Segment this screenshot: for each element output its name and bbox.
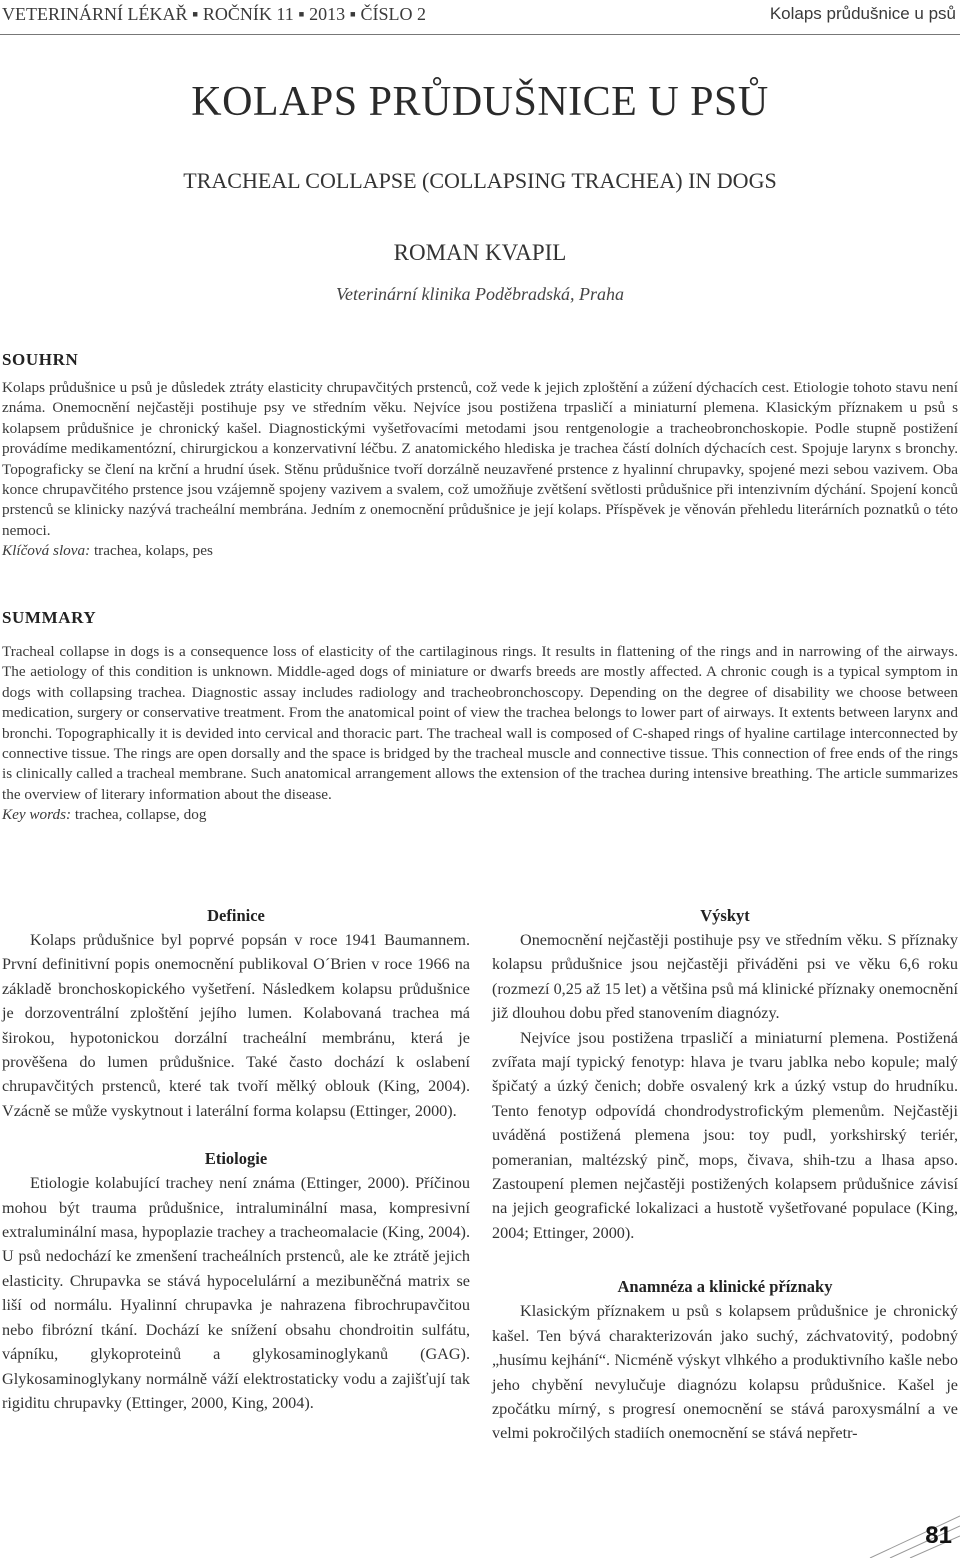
- running-title: Kolaps průdušnice u psů: [769, 4, 956, 23]
- anamneza-heading: Anamnéza a klinické příznaky: [617, 1277, 833, 1297]
- left-column: [2, 904, 470, 1415]
- souhrn-text: Kolaps průdušnice u psů je důsledek ztráty elasticity chrupavčitých prstenců, což vede k jejich zploštění a zúžení dýchacích cest. Etiologie tohoto stavu není známa. Onemocnění nejčastěji postihuje psy ve středním věku. Nejvíce jsou postižena trpasličí a miniaturní plemena. Klasickým příznakem u psů s kolapsem průdušnice je chronický kašel. Diagnostickými vyšetřovacími metodami jsou rentgenologie a tracheobronchoskopie. Podle stupně postižení provádíme medikamentózní, chirurgickou a konzervativní léčbu. Z anatomického hlediska je trachea částí dolních dýchacích cest. Spojuje larynx s bronchy. Topograficky se člení na krční a hrudní úsek. Stěnu průdušnice tvoří dorzálně neuzavřené prstence z hyalinní chrupavky, spojené mezi sebou vazivem. Oba konce chrupavčitého prstence jsou vzájemně spojeny vazivem a svalem, což umožňuje zvětšení světlosti průdušnice při intenzivním dýchání. Spojení konců prstenců se klinicky nazývá tracheální membrána. Jedním z onemocnění průdušnice je její kolaps. Příspěvek je věnován přehledu literárních poznatků o této nemoci.: [2, 379, 958, 539]
- souhrn-keywords-label: Klíčová slova:: [2, 542, 91, 560]
- journal-header: VETERINÁRNÍ LÉKAŘ ▪ ROČNÍK 11 ▪ 2013 ▪ ČÍSLO 2: [2, 4, 426, 24]
- souhrn-keywords: [2, 541, 958, 561]
- souhrn-heading: SOUHRN: [2, 350, 79, 369]
- etiologie-text: Etiologie kolabující trachey není známa (Ettinger, 2000). Příčinou mohou být trauma průdušnice, intraluminální masa, kompresivní extraluminální masa, hypoplazie trachey a tracheomalacie (King, 2004). U psů nedochází ke zmenšení tracheálních prstenců, ale ke ztrátě jejich elasticity. Chrupavka se stává hypocelulární a mezibuněčná matrix se liší od normálu. Hyalinní chrupavka je nahrazena fibrochrupavčitou nebo fibrózní tkání. Dochází ke snížení obsahu chondroitin sulfátu, vápníku, glykoproteinů a glykosaminoglykanů (GAG). Glykosaminoglykany normálně váží elektrostaticky vodu a zajišťují tak rigiditu chrupavky (Ettinger, 2000, King, 2004).: [2, 1174, 470, 1412]
- summary-text: Tracheal collapse in dogs is a consequence loss of elasticity of the cartilaginous rings. It results in flattening of the rings and in narrowing of the airways. The aetiology of this condition is unknown. Middle-aged dogs of miniature or dwarfs breeds are mostly affected. A chronic cough is a typical symptom in dogs with collapsing trachea. Diagnostic assay includes radiology and tracheobronchoscopy. Depending on the degree of disability we choose between medication, surgery or conservative treatment. From the anatomical point of view the trachea belongs to lower part of airways. It extents between larynx and bronchi. Topographically it is devided into cervical and thoracic part. The tracheal wall is composed of C-shaped rings of hyaline cartilage interconnected by connective tissue. The rings are open dorsally and the space is bridged by the tracheal muscle and connective tissue. This connection of free ends of the rings is clinically called a tracheal membrane. Such anatomical arrangement allows the extension of the trachea during intensive breathing. The article summarizes the overview of literary information about the disease.: [2, 643, 958, 803]
- etiologie-heading: Etiologie: [204, 1149, 268, 1169]
- summary-keywords: [2, 805, 958, 825]
- summary-heading: SUMMARY: [2, 608, 97, 627]
- page-number: 81: [925, 1522, 952, 1549]
- vyskyt-paragraph-2: Nejvíce jsou postižena trpasličí a miniaturní plemena. Postižená zvířata mají typický fenotyp: hlava je tvaru jablka nebo kopule; malý špičatý a úzký čenich; dobře osvalený krk a úzký vstup do hrudníku. Tento fenotyp odpovídá chondrodystrofickým plemenům. Nejčastěji uváděná postižená plemena jsou: toy pudl, yorkshirský teriér, pomeranian, maltézský pinč, mops, čivava, shih-tzu a lhasa apso. Zastoupení plemen nejčastěji postižených kolapsem průdušnice závisí na jejich geografické lokalizaci a hustotě vyšetřované populace (King, 2004; Ettinger, 2000).: [492, 1028, 958, 1242]
- author-name: ROMAN KVAPIL: [393, 240, 567, 265]
- right-column: [492, 904, 958, 1446]
- article-subtitle: TRACHEAL COLLAPSE (COLLAPSING TRACHEA) IN DOGS: [183, 168, 777, 193]
- header-rule: [0, 34, 960, 35]
- souhrn-section: [2, 378, 958, 562]
- author-affiliation: Veterinární klinika Poděbradská, Praha: [336, 284, 624, 304]
- vyskyt-paragraph-1: Onemocnění nejčastěji postihuje psy ve středním věku. S příznaky kolapsu průdušnice jsou nejčastěji přiváděni psi ve věku 6,6 roku (rozmezí 0,25 až 15 let) a většina psů má klinické příznaky onemocnění již dlouhou dobu před stanovením diagnózy.: [492, 931, 958, 1023]
- souhrn-keywords-value: trachea, kolaps, pes: [90, 542, 213, 560]
- vyskyt-heading: Výskyt: [700, 906, 750, 925]
- definice-heading: Definice: [207, 906, 265, 925]
- article-title: KOLAPS PRŮDUŠNICE U PSŮ: [191, 79, 769, 125]
- summary-section: [2, 642, 958, 826]
- definice-text: Kolaps průdušnice byl poprvé popsán v roce 1941 Baumannem. První definitivní popis onemocnění publikoval O´Brien v roce 1966 na základě bronchoskopického vyšetření. Následkem kolapsu průdušnice je dorzoventrální zploštění jejího lumen. Kolabovaná trachea má širokou, hypotonickou dorzální tracheální membránu, která je prověšena do lumen průdušnice. Také často dochází k oslabení chrupavčitých prstenců, které tak tvoří mělký oblouk (King, 2004). Vzácně se může vyskytnout i laterální forma kolapsu (Ettinger, 2000).: [2, 931, 470, 1120]
- summary-keywords-label: Key words:: [2, 806, 72, 824]
- summary-keywords-value: trachea, collapse, dog: [71, 806, 207, 824]
- anamneza-text: Klasickým příznakem u psů s kolapsem průdušnice je chronický kašel. Ten bývá charakterizován jako suchý, záchvatovitý, podobný „husímu kejhání“. Nicméně výskyt vlhkého a produktivního kašle nebo jeho chybění nevylučuje diagnózu kolapsu průdušnice. Kašel je zpočátku mírný, s progresí onemocnění se stává paroxysmální a ve velmi pokročilých stadiích onemocnění se stává nepřetr-: [492, 1302, 958, 1443]
